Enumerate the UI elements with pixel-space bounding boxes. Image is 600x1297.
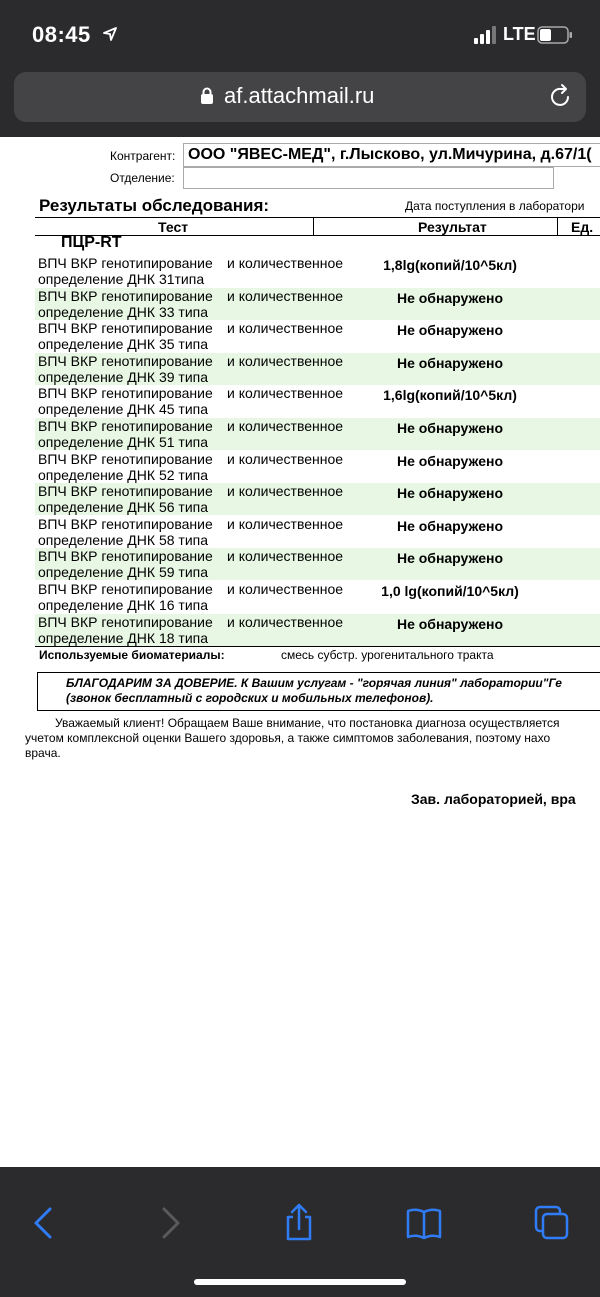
test-name-cont: и количественное [227, 450, 344, 467]
network-type: LTE [503, 24, 536, 44]
column-result: Результат [418, 219, 487, 235]
test-name-cont: и количественное [227, 385, 344, 402]
test-name: ВПЧ ВКР генотипирование [38, 581, 213, 597]
test-name-line2: определение ДНК 56 типа [38, 499, 209, 516]
test-name-cont: и количественное [227, 352, 344, 369]
test-result: Не обнаружено [396, 517, 504, 534]
biomaterial-value: смесь субстр. урогенитального тракта [281, 648, 494, 662]
forward-icon[interactable] [148, 1201, 192, 1245]
test-result: Не обнаружено [396, 289, 504, 306]
kontragent-label: Контрагент: [110, 149, 176, 163]
test-name-cont: и количественное [227, 320, 344, 337]
tabs-icon[interactable] [530, 1201, 574, 1245]
test-name-line2: определение ДНК 52 типа [38, 466, 209, 483]
back-icon[interactable] [22, 1201, 66, 1245]
browser-toolbar [0, 1167, 600, 1297]
test-name-line2: определение ДНК 45 типа [38, 401, 209, 418]
test-name: ВПЧ ВКР генотипирование [38, 483, 213, 500]
test-result: Не обнаружено [396, 420, 504, 436]
test-name-line2: определение ДНК 58 типа [38, 531, 209, 548]
test-result: 1,8lg(копий/10^5кл) [383, 257, 517, 273]
table-bottom-border [35, 646, 600, 647]
test-name-line2: определение ДНК 18 типа [38, 629, 209, 646]
status-time: 08:45 [32, 22, 91, 47]
test-name: ВПЧ ВКР генотипирование [38, 255, 213, 271]
column-test: Тест [158, 219, 189, 235]
test-name-cont: и количественное [227, 548, 344, 565]
table-row [35, 483, 600, 515]
table-row [35, 418, 600, 450]
table-row [35, 451, 600, 483]
test-result: Не обнаружено [396, 354, 504, 371]
column-divider [557, 217, 558, 235]
note-line: учетом комплексной оценки Вашего здоровья, а также симптомов заболевания, поэтому нахо [25, 731, 551, 745]
test-result: Не обнаружено [396, 322, 504, 339]
table-row [35, 516, 600, 548]
thanks-line: (звонок бесплатный с городских и мобильных телефонов). [66, 691, 434, 705]
date-received-label: Дата поступления в лаборатори [405, 199, 585, 213]
test-name-line2: определение ДНК 35 типа [38, 336, 209, 353]
test-result: 1,6lg(копий/10^5кл) [383, 387, 517, 404]
table-top-border [35, 217, 600, 218]
note-line: врача. [25, 746, 61, 760]
column-divider [313, 217, 314, 235]
biomaterial-label: Используемые биоматериалы: [39, 648, 225, 662]
status-bar [0, 0, 600, 72]
test-name-cont: и количественное [227, 515, 344, 532]
test-name: ВПЧ ВКР генотипирование [38, 320, 213, 337]
url-text[interactable]: af.attachmail.ru [224, 83, 375, 108]
test-name: ВПЧ ВКР генотипирование [38, 613, 213, 630]
test-name-cont: и количественное [227, 613, 344, 630]
test-name-cont: и количественное [227, 255, 344, 271]
table-row [35, 548, 600, 580]
test-name: ВПЧ ВКР генотипирование [38, 385, 213, 402]
thanks-box [37, 672, 600, 711]
table-row [35, 353, 600, 385]
battery-icon [537, 26, 573, 44]
table-row [35, 255, 600, 287]
home-indicator [194, 1279, 406, 1285]
column-unit: Ед. [571, 219, 594, 235]
table-row [35, 385, 600, 417]
test-name-line2: определение ДНК 31типа [38, 271, 205, 287]
otdelenie-box [183, 167, 554, 189]
test-name-cont: и количественное [227, 581, 344, 597]
section-title: ПЦР-RT [61, 234, 122, 251]
table-row [35, 288, 600, 320]
test-name-cont: и количественное [227, 483, 344, 500]
note-line: Уважаемый клиент! Обращаем Ваше внимание, что постановка диагноза осуществляется [55, 716, 560, 730]
test-name-line2: определение ДНК 59 типа [38, 564, 209, 581]
test-name: ВПЧ ВКР генотипирование [38, 418, 213, 434]
bookmarks-icon[interactable] [402, 1201, 446, 1245]
test-result: Не обнаружено [396, 550, 504, 567]
test-result: 1,0 lg(копий/10^5кл) [381, 583, 519, 599]
thanks-line: БЛАГОДАРИМ ЗА ДОВЕРИЕ. К Вашим услугам - "горячая линия" лаборатории"Ге [66, 676, 562, 690]
browser-top-bar [0, 0, 600, 137]
test-name: ВПЧ ВКР генотипирование [38, 287, 213, 304]
table-row [35, 614, 600, 646]
lock-icon [200, 87, 214, 105]
otdelenie-label: Отделение: [110, 171, 175, 185]
test-name-cont: и количественное [227, 287, 344, 304]
table-row [35, 320, 600, 352]
test-name-line2: определение ДНК 39 типа [38, 368, 209, 385]
reload-icon[interactable] [549, 83, 573, 109]
test-result: Не обнаружено [396, 485, 504, 502]
test-name: ВПЧ ВКР генотипирование [38, 515, 213, 532]
test-name-line2: определение ДНК 51 типа [38, 434, 209, 450]
table-row [35, 581, 600, 613]
kontragent-value: ООО "ЯВЕС-МЕД", г.Лысково, ул.Мичурина, д.67/1( [188, 146, 592, 163]
test-name-line2: определение ДНК 33 типа [38, 303, 209, 320]
test-result: Не обнаружено [396, 615, 504, 632]
test-result: Не обнаружено [396, 452, 504, 469]
test-name-line2: определение ДНК 16 типа [38, 597, 209, 613]
share-icon[interactable] [277, 1201, 321, 1245]
signal-icon [474, 26, 500, 44]
test-name-cont: и количественное [227, 418, 344, 434]
test-name: ВПЧ ВКР генотипирование [38, 450, 213, 467]
document-page [0, 137, 600, 1167]
location-arrow-icon [103, 27, 117, 41]
results-title: Результаты обследования: [39, 196, 270, 215]
test-name: ВПЧ ВКР генотипирование [38, 548, 213, 565]
test-name: ВПЧ ВКР генотипирование [38, 352, 213, 369]
signature-line: Зав. лабораторией, вра [411, 791, 576, 807]
